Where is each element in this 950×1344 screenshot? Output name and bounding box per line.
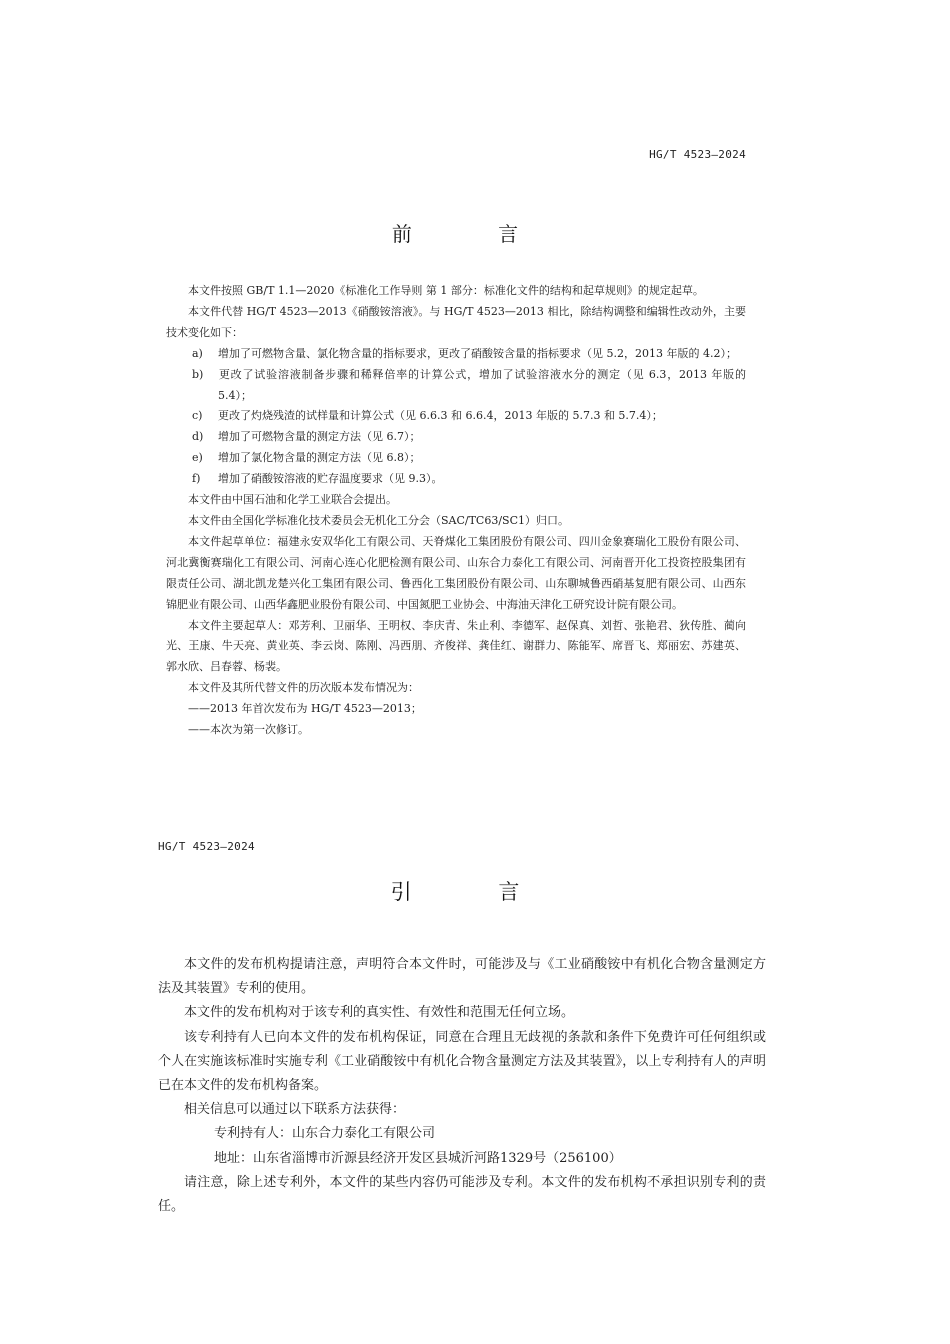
patent-holder: 专利持有人：山东合力泰化工有限公司 xyxy=(214,1126,436,1142)
introduction-paragraph: 请注意，除上述专利外，本文件的某些内容仍可能涉及专利。本文件的发布机构不承担识别专利的责任。 xyxy=(158,1174,766,1215)
change-item xyxy=(166,365,746,407)
change-text: 更改了灼烧残渣的试样量和计算公式（见 6.6.3 和 6.6.4，2013 年版的 5.7.3 和 5.7.4）； xyxy=(218,409,663,423)
change-text: 更改了试验溶液制备步骤和稀释倍率的计算公式，增加了试验溶液水分的测定（见 6.3，2013 年版的 5.4）； xyxy=(218,367,746,402)
drafting-units-paragraph: 本文件起草单位：福建永安双华化工有限公司、天脊煤化工集团股份有限公司、四川金象赛瑞化工股份有限公司、河北冀衡赛瑞化工有限公司、河南心连心化肥检测有限公司、山东合力泰化工有限公司、河南晋开化工投资控股集团有限责任公司、湖北凯龙楚兴化工集团有限公司、鲁西化工集团股份有限公司、山东聊城鲁西硝基复肥有限公司、山西东锦肥业有限公司、山西华鑫肥业股份有限公司、中国氮肥工业协会、中海油天津化工研究设计院有限公司。 xyxy=(166,534,746,611)
change-text: 增加了氯化物含量的测定方法（见 6.8）； xyxy=(218,451,421,465)
foreword-paragraph: 本文件由中国石油和化学工业联合会提出。 xyxy=(188,493,397,507)
foreword-paragraph: 本文件代替 HG/T 4523—2013《硝酸铵溶液》。与 HG/T 4523—2013 相比，除结构调整和编辑性改动外，主要技术变化如下： xyxy=(166,304,746,339)
change-item xyxy=(166,406,746,427)
change-marker: c) xyxy=(192,409,203,423)
drafters-paragraph: 本文件主要起草人：邓芳利、卫丽华、王明权、李庆青、朱止利、李德军、赵保真、刘哲、张艳君、狄传胜、蔺向光、王康、牛天亮、黄业英、李云岗、陈刚、冯西朋、齐俊祥、龚佳红、谢群力、陈能军、席晋飞、郑丽宏、苏建英、郭水欣、吕春蓉、杨裴。 xyxy=(166,618,746,674)
introduction-body xyxy=(158,953,766,1219)
foreword-body xyxy=(166,281,746,741)
change-marker: e) xyxy=(192,451,203,465)
change-text: 增加了可燃物含量、氯化物含量的指标要求，更改了硝酸铵含量的指标要求（见 5.2，2013 年版的 4.2）； xyxy=(218,346,737,360)
page-header-standard-code: HG/T 4523—2024 xyxy=(158,840,255,853)
foreword-paragraph: 本文件由全国化学标准化技术委员会无机化工分会（SAC/TC63/SC1）归口。 xyxy=(188,513,570,527)
change-item xyxy=(166,469,746,490)
foreword-paragraph: 本文件按照 GB/T 1.1—2020《标准化工作导则 第 1 部分：标准化文件的结构和起草规则》的规定起草。 xyxy=(188,284,704,297)
change-item xyxy=(166,448,746,469)
change-marker: b) xyxy=(192,367,204,381)
page-header-standard-code: HG/T 4523—2024 xyxy=(649,148,746,161)
change-marker: d) xyxy=(192,430,204,444)
introduction-paragraph: 相关信息可以通过以下联系方法获得： xyxy=(184,1102,406,1118)
change-item xyxy=(166,344,746,365)
foreword-title: 前 言 xyxy=(391,222,559,246)
change-text: 增加了硝酸铵溶液的贮存温度要求（见 9.3）。 xyxy=(218,472,443,486)
introduction-paragraph: 本文件的发布机构对于该专利的真实性、有效性和范围无任何立场。 xyxy=(184,1005,575,1021)
patent-address: 地址：山东省淄博市沂源县经济开发区县城沂河路1329号（256100） xyxy=(214,1150,622,1166)
introduction-paragraph: 本文件的发布机构提请注意，声明符合本文件时，可能涉及与《工业硝酸铵中有机化合物含量测定方法及其装置》专利的使用。 xyxy=(158,957,766,997)
history-item: ——本次为第一次修订。 xyxy=(188,723,309,737)
change-item xyxy=(166,427,746,448)
foreword-paragraph: 本文件及其所代替文件的历次版本发布情况为： xyxy=(188,681,419,695)
introduction-title: 引 言 xyxy=(390,880,560,904)
change-marker: a) xyxy=(192,346,203,360)
change-text: 增加了可燃物含量的测定方法（见 6.7）； xyxy=(218,430,421,444)
change-marker: f) xyxy=(192,472,201,486)
history-item: ——2013 年首次发布为 HG/T 4523—2013； xyxy=(188,702,422,716)
introduction-paragraph: 该专利持有人已向本文件的发布机构保证，同意在合理且无歧视的条款和条件下免费许可任何组织或个人在实施该标准时实施专利《工业硝酸铵中有机化合物含量测定方法及其装置》，以上专利持有人的声明已在本文件的发布机构备案。 xyxy=(158,1029,766,1094)
